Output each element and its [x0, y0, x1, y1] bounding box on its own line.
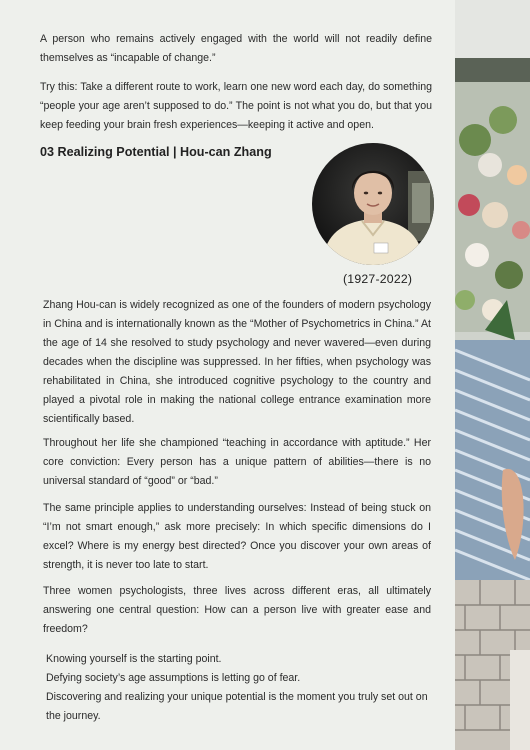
intro-paragraph-1: A person who remains actively engaged with the world will not readily define themselves as “incapable of change.” [40, 33, 432, 64]
side-decorative-photo [455, 0, 530, 750]
summary-paragraph: Three women psychologists, three lives across different eras, all ultimately answering one central question: How can a person live with greater ease and freedom? [43, 585, 431, 635]
closing-lines [46, 650, 446, 726]
closing-line-2: Defying society’s age assumptions is letting go of fear. [46, 672, 301, 684]
biography-paragraph: Zhang Hou-can is widely recognized as one of the founders of modern psychology in China and is internationally known as the “Mother of Psychometrics in China.” At the age of 14 she resolved to study psychology and never wavered—even during decades when the discipline was suppressed. In her fifties, when psychology was rehabilitated in China, she introduced cognitive psychology to the country and played a pivotal role in making the national college entrance examination more scientifically based. [43, 299, 431, 425]
intro-paragraph-2: Try this: Take a different route to work, learn one new word each day, do something “people your age aren’t supposed to do.” The point is not what you do, but that you keep feeding your brain fresh experiences—keeping it active and open. [40, 81, 432, 131]
flowers-and-bricks-image [455, 0, 530, 750]
self-understanding-paragraph: The same principle applies to understanding ourselves: Instead of being stuck on “I’m not smart enough,” ask more precisely: In which specific dimensions do I excel? Where is my energy best directed? Once you discover your own areas of strength, it is never too late to start. [43, 502, 431, 571]
lifespan-years: (1927-2022) [343, 272, 413, 286]
aptitude-paragraph: Throughout her life she championed “teaching in accordance with aptitude.” Her core conviction: Every person has a unique pattern of abilities—there is no universal standard of “good” or “bad.” [43, 437, 431, 487]
section-heading: 03 Realizing Potential | Hou-can Zhang [40, 145, 272, 159]
closing-line-1: Knowing yourself is the starting point. [46, 653, 222, 665]
closing-line-3: Discovering and realizing your unique potential is the moment you truly set out on [46, 691, 428, 703]
portrait-illustration [312, 143, 434, 265]
portrait-photo [312, 143, 434, 265]
closing-line-4: the journey. [46, 710, 101, 722]
